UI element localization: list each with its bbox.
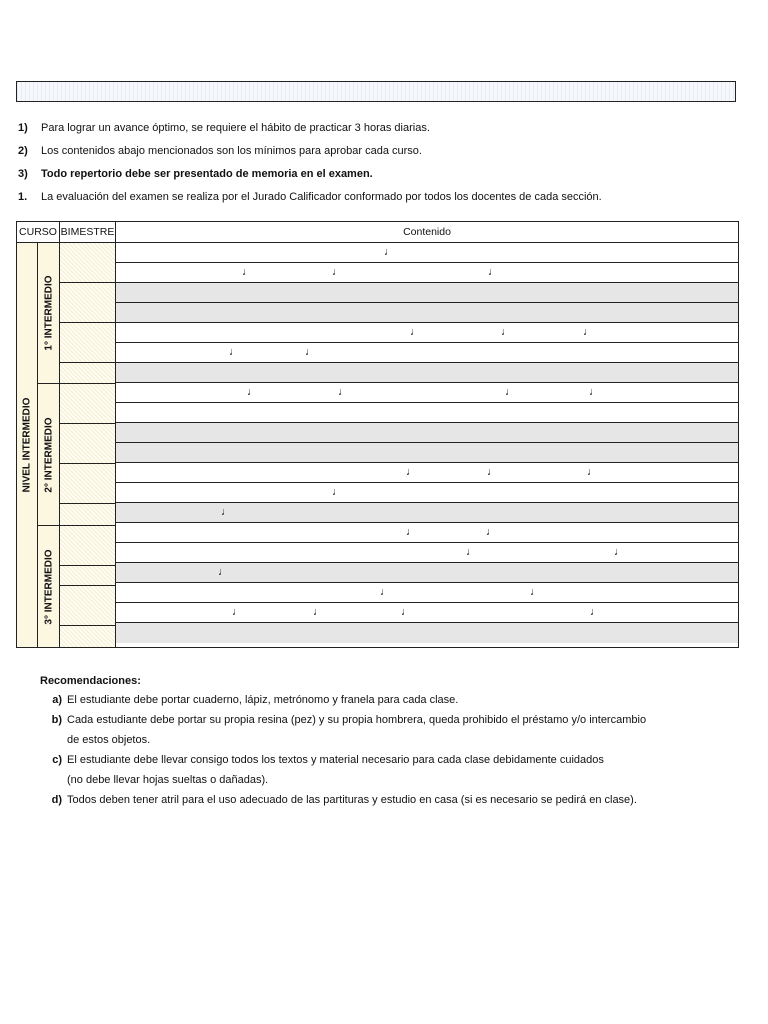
rule-1 (18, 119, 738, 137)
level-cell (17, 243, 38, 647)
quarter-note-icon: ♩ (305, 346, 316, 358)
content-row (116, 583, 738, 603)
item-letter: b) (51, 714, 62, 726)
header-curso: CURSO (17, 222, 60, 243)
bimestre-cell (60, 586, 116, 626)
item-letter: d) (51, 794, 62, 806)
title-bar (16, 81, 736, 102)
content-row (116, 403, 738, 423)
quarter-note-icon: ♩ (590, 606, 601, 618)
quarter-note-icon: ♩ (384, 246, 395, 258)
content-row (116, 463, 738, 483)
rule-number: 1) (18, 121, 28, 134)
quarter-note-icon: ♩ (589, 386, 600, 398)
quarter-note-icon: ♩ (247, 386, 258, 398)
quarter-note-icon: ♩ (487, 466, 498, 478)
quarter-note-icon: ♩ (242, 266, 253, 278)
item-line: (no debe llevar hojas sueltas o dañadas). (67, 774, 269, 786)
item-letter: c) (52, 754, 62, 766)
bimestre-cell (60, 283, 116, 323)
rule-text: Los contenidos abajo mencionados son los mínimos para aprobar cada curso. (41, 144, 422, 157)
content-row (116, 543, 738, 563)
item-line: Cada estudiante debe portar su propia resina (pez) y su propia hombrera, queda prohibido el préstamo y/o intercambio (67, 714, 647, 726)
quarter-note-icon: ♩ (587, 466, 598, 478)
rule-number: 1. (18, 190, 28, 203)
rule-text: Todo repertorio debe ser presentado de memoria en el examen. (41, 167, 373, 180)
recommendation-item (40, 690, 740, 710)
recommendation-item (40, 710, 740, 750)
quarter-note-icon: ♩ (332, 266, 343, 278)
quarter-note-icon: ♩ (221, 506, 232, 518)
quarter-note-icon: ♩ (313, 606, 324, 618)
rule-text: La evaluación del examen se realiza por el Jurado Calificador conformado por todos los docentes de cada sección. (41, 190, 602, 203)
content-row (116, 563, 738, 583)
bimestre-cell (60, 323, 116, 363)
quarter-note-icon: ♩ (466, 546, 477, 558)
quarter-note-icon: ♩ (406, 526, 417, 538)
quarter-note-icon: ♩ (338, 386, 349, 398)
bimestre-cell (60, 526, 116, 566)
quarter-note-icon: ♩ (229, 346, 240, 358)
bimestre-cell (60, 626, 116, 647)
content-row (116, 343, 738, 363)
rule-number: 3) (18, 167, 28, 180)
sublevel-cell-2 (38, 384, 60, 526)
header-bimestre: BIMESTRE (60, 222, 116, 243)
bimestre-cell (60, 504, 116, 526)
content-row (116, 443, 738, 463)
content-row (116, 423, 738, 443)
quarter-note-icon: ♩ (218, 566, 229, 578)
recommendation-item (40, 790, 740, 810)
quarter-note-icon: ♩ (406, 466, 417, 478)
content-row (116, 623, 738, 643)
item-line: El estudiante debe llevar consigo todos los textos y material necesario para cada clase debidamente cuidados (67, 754, 604, 766)
bimestre-cell (60, 464, 116, 504)
rule-2 (18, 142, 738, 160)
quarter-note-icon: ♩ (410, 326, 421, 338)
content-row (116, 503, 738, 523)
content-row (116, 263, 738, 283)
sublevel-label: 3° INTERMEDIO (43, 548, 54, 625)
sublevel-label: 2° INTERMEDIO (43, 416, 54, 493)
header-contenido: Contenido (116, 222, 738, 243)
bimestre-cell (60, 363, 116, 384)
rule-number: 2) (18, 144, 28, 157)
item-letter: a) (52, 694, 62, 706)
item-line: El estudiante debe portar cuaderno, lápiz, metrónomo y franela para cada clase. (67, 694, 459, 706)
quarter-note-icon: ♩ (614, 546, 625, 558)
content-row (116, 523, 738, 543)
bimestre-cell (60, 243, 116, 283)
content-row (116, 243, 738, 263)
quarter-note-icon: ♩ (505, 386, 516, 398)
bimestre-cell (60, 384, 116, 424)
sublevel-cell-3 (38, 526, 60, 647)
level-label: NIVEL INTERMEDIO (21, 397, 33, 493)
quarter-note-icon: ♩ (501, 326, 512, 338)
rule-4 (18, 188, 738, 206)
content-row (116, 363, 738, 383)
content-row (116, 383, 738, 403)
item-line: de estos objetos. (67, 734, 151, 746)
quarter-note-icon: ♩ (486, 526, 497, 538)
quarter-note-icon: ♩ (583, 326, 594, 338)
bimestre-cell (60, 424, 116, 464)
content-row (116, 603, 738, 623)
recommendations-title: Recomendaciones: (40, 675, 141, 687)
quarter-note-icon: ♩ (380, 586, 391, 598)
sublevel-label: 1° INTERMEDIO (43, 275, 54, 351)
rule-text: Para lograr un avance óptimo, se requiere el hábito de practicar 3 horas diarias. (41, 121, 430, 134)
content-row (116, 483, 738, 503)
item-line: Todos deben tener atril para el uso adecuado de las partituras y estudio en casa (si es necesario se pedirá en clase). (67, 794, 637, 806)
bimestre-cell (60, 566, 116, 586)
content-row (116, 283, 738, 303)
quarter-note-icon: ♩ (332, 486, 343, 498)
content-table (16, 221, 739, 648)
recommendation-item (40, 750, 740, 790)
quarter-note-icon: ♩ (232, 606, 243, 618)
content-row (116, 303, 738, 323)
rule-3 (18, 165, 738, 183)
quarter-note-icon: ♩ (530, 586, 541, 598)
quarter-note-icon: ♩ (401, 606, 412, 618)
recommendations (40, 672, 740, 810)
sublevel-cell-1 (38, 243, 60, 384)
quarter-note-icon: ♩ (488, 266, 499, 278)
content-row (116, 323, 738, 343)
